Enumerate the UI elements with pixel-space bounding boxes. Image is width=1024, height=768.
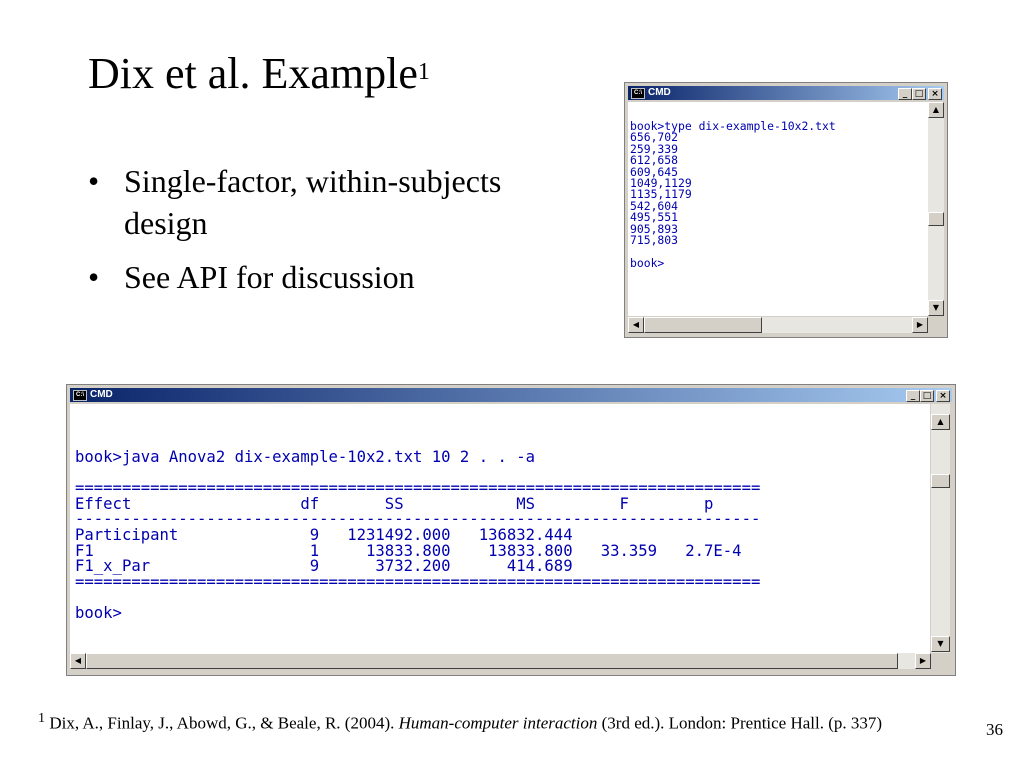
large-cmd-window[interactable] — [66, 384, 956, 676]
console-line: 656,702 — [630, 130, 679, 145]
console-output[interactable] — [628, 102, 928, 316]
resize-grip[interactable] — [931, 653, 950, 669]
console-line: ========================================================================= — [75, 572, 761, 591]
book-title: Human-computer interaction — [398, 713, 598, 733]
scroll-thumb-horizontal[interactable] — [644, 317, 762, 333]
scroll-right-button[interactable]: ▶ — [912, 317, 928, 333]
close-button[interactable]: × — [928, 88, 942, 100]
slide-title: Dix et al. Example$^1$ — [88, 49, 430, 98]
console-line: book> — [630, 255, 665, 270]
vertical-scrollbar[interactable] — [931, 404, 950, 654]
horizontal-scrollbar[interactable] — [70, 653, 931, 669]
title-footnote-marker: 1 — [417, 59, 430, 85]
maximize-button[interactable]: □ — [920, 390, 934, 402]
console-line: 495,551 — [630, 210, 679, 225]
console-line: Effect df SS MS F p — [75, 494, 714, 513]
resize-grip[interactable] — [928, 317, 944, 333]
small-window-titlebar[interactable] — [628, 86, 944, 100]
scroll-right-button[interactable]: ▶ — [915, 653, 931, 669]
scroll-thumb[interactable] — [928, 212, 944, 226]
large-window-titlebar[interactable] — [70, 388, 952, 402]
window-title: CMD — [648, 87, 671, 98]
window-controls — [906, 389, 950, 403]
console-line: book> — [75, 603, 122, 622]
console-line: Participant 9 1231492.000 136832.444 — [75, 525, 573, 544]
console-line: 905,893 — [630, 221, 679, 236]
bullet-item: • See API for discussion — [88, 256, 518, 298]
small-cmd-window[interactable] — [624, 82, 948, 338]
footnote-citation: $^1$ Dix, A., Finlay, J., Abowd, G., & Beale, R. (2004). Human-computer interaction (3rd ed.). London: Prentice Hall. (p. 337) — [38, 710, 883, 733]
scroll-thumb[interactable] — [931, 474, 950, 488]
console-line: 1049,1129 — [630, 175, 692, 190]
vertical-scrollbar[interactable] — [928, 102, 944, 316]
page-number: 36 — [986, 720, 1003, 739]
window-controls — [898, 87, 942, 101]
console-line: 609,645 — [630, 164, 679, 179]
minimize-button[interactable]: _ — [898, 88, 912, 100]
footnote-marker: 1 — [38, 710, 46, 726]
console-line: 542,604 — [630, 198, 679, 213]
console-output[interactable] — [70, 404, 930, 654]
scroll-down-button[interactable]: ▼ — [928, 300, 944, 316]
console-line: ------------------------------------------------------------------------- — [75, 510, 761, 529]
scroll-up-button[interactable]: ▲ — [928, 102, 944, 118]
console-line: 259,339 — [630, 141, 679, 156]
console-line: book>type dix-example-10x2.txt — [630, 119, 836, 133]
close-button[interactable]: × — [936, 390, 950, 402]
scroll-down-button[interactable]: ▼ — [931, 636, 950, 652]
console-line: F1 1 13833.800 13833.800 33.359 2.7E-4 — [75, 541, 742, 560]
bullet-icon: • — [88, 163, 100, 199]
console-line: 715,803 — [630, 232, 679, 247]
maximize-button[interactable]: □ — [912, 88, 926, 100]
console-line: 1135,1179 — [630, 187, 692, 202]
console-line: book>java Anova2 dix-example-10x2.txt 10 2 . . -a — [75, 448, 536, 466]
scroll-left-button[interactable]: ◀ — [628, 317, 644, 333]
horizontal-scrollbar[interactable] — [628, 317, 928, 333]
bullet-item: • Single-factor, within-subjects design — [88, 160, 518, 244]
console-line: ========================================================================= — [75, 479, 761, 498]
bullet-icon: • — [88, 259, 100, 295]
bullet-list — [88, 160, 518, 310]
console-line — [630, 245, 928, 256]
scroll-up-button[interactable]: ▲ — [931, 414, 950, 430]
console-line: F1_x_Par 9 3732.200 414.689 — [75, 557, 573, 576]
minimize-button[interactable]: _ — [906, 390, 920, 402]
console-icon: C:\ — [73, 390, 87, 401]
scroll-thumb-horizontal[interactable] — [86, 653, 898, 669]
window-title: CMD — [90, 389, 113, 400]
console-icon: C:\ — [631, 88, 645, 99]
console-line: 612,658 — [630, 153, 679, 168]
scroll-left-button[interactable]: ◀ — [70, 653, 86, 669]
